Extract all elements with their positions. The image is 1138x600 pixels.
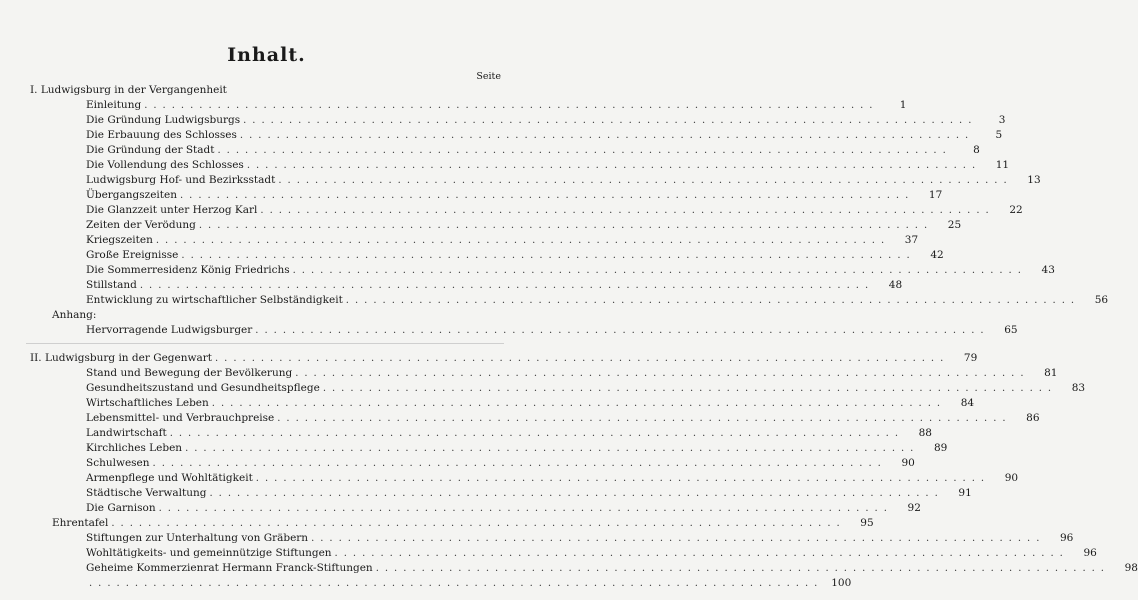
toc-entry-page: 96 [1060,532,1074,544]
toc-entry-page: 81 [1044,367,1058,379]
toc-entry [86,204,1023,219]
toc-entry [30,84,504,99]
toc-entry-title: Die Garnison [86,502,156,514]
dot-leader: ................................................................................ [179,190,915,201]
dot-leader: ................................................................................ [169,428,904,439]
toc-entry [86,249,944,264]
toc-entry-title: Die Gründung Ludwigsburgs [86,114,241,126]
toc-entry-page: 83 [1071,382,1086,394]
toc-entry [86,279,903,294]
dot-leader: ................................................................................ [111,518,846,529]
toc-entry-page: 5 [995,129,1003,141]
toc-entry-title: Die Glanzzeit unter Herzog Karl [86,204,258,216]
toc-entry [86,234,919,249]
toc-entry [86,547,1097,562]
dot-leader: ................................................................................ [214,353,950,364]
toc-entry-page: 25 [947,219,962,231]
toc-entry [86,219,962,234]
toc-entry-page: 91 [958,487,972,499]
dot-leader: ................................................................................ [345,295,1081,306]
toc-entry-title: Große Ereignisse [86,249,179,261]
toc-entry-title: Kriegszeiten [86,234,153,246]
toc-entry-page: 3 [998,114,1006,126]
toc-entry [86,144,980,159]
toc-entry-title: Hervorragende Ludwigsburger [86,324,253,336]
toc-entry-title: Landwirtschaft [86,427,167,439]
toc-entry-page: 17 [928,189,943,201]
toc-entry [86,367,1058,382]
toc-entry-title: Städtische Verwaltung [86,487,207,499]
toc-entry [86,502,921,517]
toc-entry-title: Lebensmittel- und Verbrauchpreise [86,412,275,424]
toc-entry-page: 48 [888,279,903,291]
dot-leader: ................................................................................ [89,578,824,589]
toc-entry-title: Zeiten der Verödung [86,219,196,231]
toc-entry [52,517,874,532]
toc-entry-title: Gesundheitszustand und Gesundheitspflege [86,382,320,394]
dot-leader: ................................................................................ [292,265,1027,276]
toc-entry [86,129,1003,144]
toc-entry [30,352,978,367]
toc-entry [86,114,1006,129]
toc-entry-title: Entwicklung zu wirtschaftlicher Selbständigkeit [86,294,343,306]
toc-entry [86,412,1040,427]
toc-entry-page: 92 [907,502,921,514]
toc-entry-title: I. Ludwigsburg in der Vergangenheit [30,84,227,96]
toc-entry [86,324,1018,339]
dot-leader: ................................................................................ [311,533,1046,544]
toc-entry-page: 13 [1027,174,1041,186]
toc-entry-page: 89 [933,442,948,454]
toc-entry-title: Schulwesen [86,457,150,469]
toc-entry-page: 90 [901,457,915,469]
toc-entry-title: Ehrentafel [52,517,109,529]
dot-leader: ................................................................................ [239,130,975,141]
toc-entry-title: Übergangszeiten [86,189,177,201]
toc-entry-page: 79 [963,352,978,364]
dot-leader: ................................................................................ [277,413,1012,424]
toc-entry-page: 90 [1004,472,1019,484]
dot-leader: ................................................................................ [322,383,1058,394]
toc-entry-page: 65 [1004,324,1018,336]
dot-leader: ................................................................................ [155,235,891,246]
toc-entry [86,174,1041,189]
dot-leader: ................................................................................ [243,115,978,126]
toc-entry-page: 11 [995,159,1010,171]
dot-leader: ................................................................................ [181,250,916,261]
page-column-header: Seite [476,71,501,82]
toc-entry [86,189,943,204]
dot-leader: ................................................................................ [278,175,1013,186]
toc-entry-title: Stillstand [86,279,137,291]
toc-entry-title: Die Vollendung des Schlosses [86,159,244,171]
dot-leader: ................................................................................ [158,503,893,514]
toc-entry [86,159,1010,174]
dot-leader: ................................................................................ [295,368,1030,379]
dot-leader: ................................................................................ [255,473,991,484]
toc-entry-page: 37 [904,234,919,246]
toc-entry-title: II. Ludwigsburg in der Gegenwart [30,352,212,364]
dot-leader: ................................................................................ [246,160,982,171]
toc-entry [86,532,1074,547]
page-title: Inhalt. [227,44,306,66]
toc-entry [86,487,972,502]
toc-entry-title: Die Sommerresidenz König Friedrichs [86,264,290,276]
toc-entry-title: Stiftungen zur Unterhaltung von Gräbern [86,532,309,544]
dot-leader: ................................................................................ [260,205,995,216]
toc-entry-page: 88 [918,427,932,439]
toc-entry [86,382,1086,397]
toc-entry [86,264,1055,279]
toc-entry [86,562,1138,577]
dot-leader: ................................................................................ [334,548,1069,559]
toc-entry-title: Wirtschaftliches Leben [86,397,209,409]
dot-leader: ................................................................................ [185,443,920,454]
toc-entry-title: Geheime Kommerzienrat Hermann Franck-Stiftungen [86,562,373,574]
toc-entry [86,472,1019,487]
toc-entry-page: 84 [960,397,975,409]
dot-leader: ................................................................................ [152,458,887,469]
dot-leader: ................................................................................ [255,325,990,336]
toc-entry-page: 42 [930,249,944,261]
toc-entry-title: Armenpflege und Wohltätigkeit [86,472,253,484]
toc-entry-title: Die Erbauung des Schlosses [86,129,237,141]
toc-entry-title: Die Gründung der Stadt [86,144,215,156]
toc-entry-page: 1 [899,99,907,111]
dot-leader: ................................................................................ [217,145,952,156]
toc-entry-page: 22 [1009,204,1023,216]
toc-entry [52,309,504,324]
toc-entry-page: 56 [1094,294,1109,306]
toc-entry-title: Einleitung [86,99,142,111]
toc-entry-title: Wohltätigkeits- und gemeinnützige Stiftungen [86,547,332,559]
toc-entry [86,397,975,412]
toc-entry-page: 95 [860,517,874,529]
toc-entry [86,294,1109,309]
dot-leader: ................................................................................ [211,398,947,409]
dot-leader: ................................................................................ [375,563,1110,574]
toc-entry [86,99,907,114]
dot-leader: ................................................................................ [198,220,934,231]
toc-entry-page: 86 [1026,412,1040,424]
toc-entry-title: Anhang: [52,309,97,321]
toc-entry-page: 100 [831,577,852,589]
dot-leader: ................................................................................ [144,100,879,111]
toc-entry-title: Kirchliches Leben [86,442,183,454]
toc-entry-title: Stand und Bewegung der Bevölkerung [86,367,293,379]
section-divider [26,343,504,344]
toc-entry-page: 96 [1083,547,1097,559]
toc-entry-title: Ludwigsburg Hof- und Bezirksstadt [86,174,276,186]
toc-entry [86,427,932,442]
toc-entry-page: 8 [973,144,980,156]
dot-leader: ................................................................................ [209,488,944,499]
toc-entry [86,577,852,592]
dot-leader: ................................................................................ [139,280,875,291]
toc-entry [86,457,915,472]
toc-entry-page: 98 [1124,562,1138,574]
toc-entry-page: 43 [1041,264,1055,276]
toc-entry [86,442,948,457]
